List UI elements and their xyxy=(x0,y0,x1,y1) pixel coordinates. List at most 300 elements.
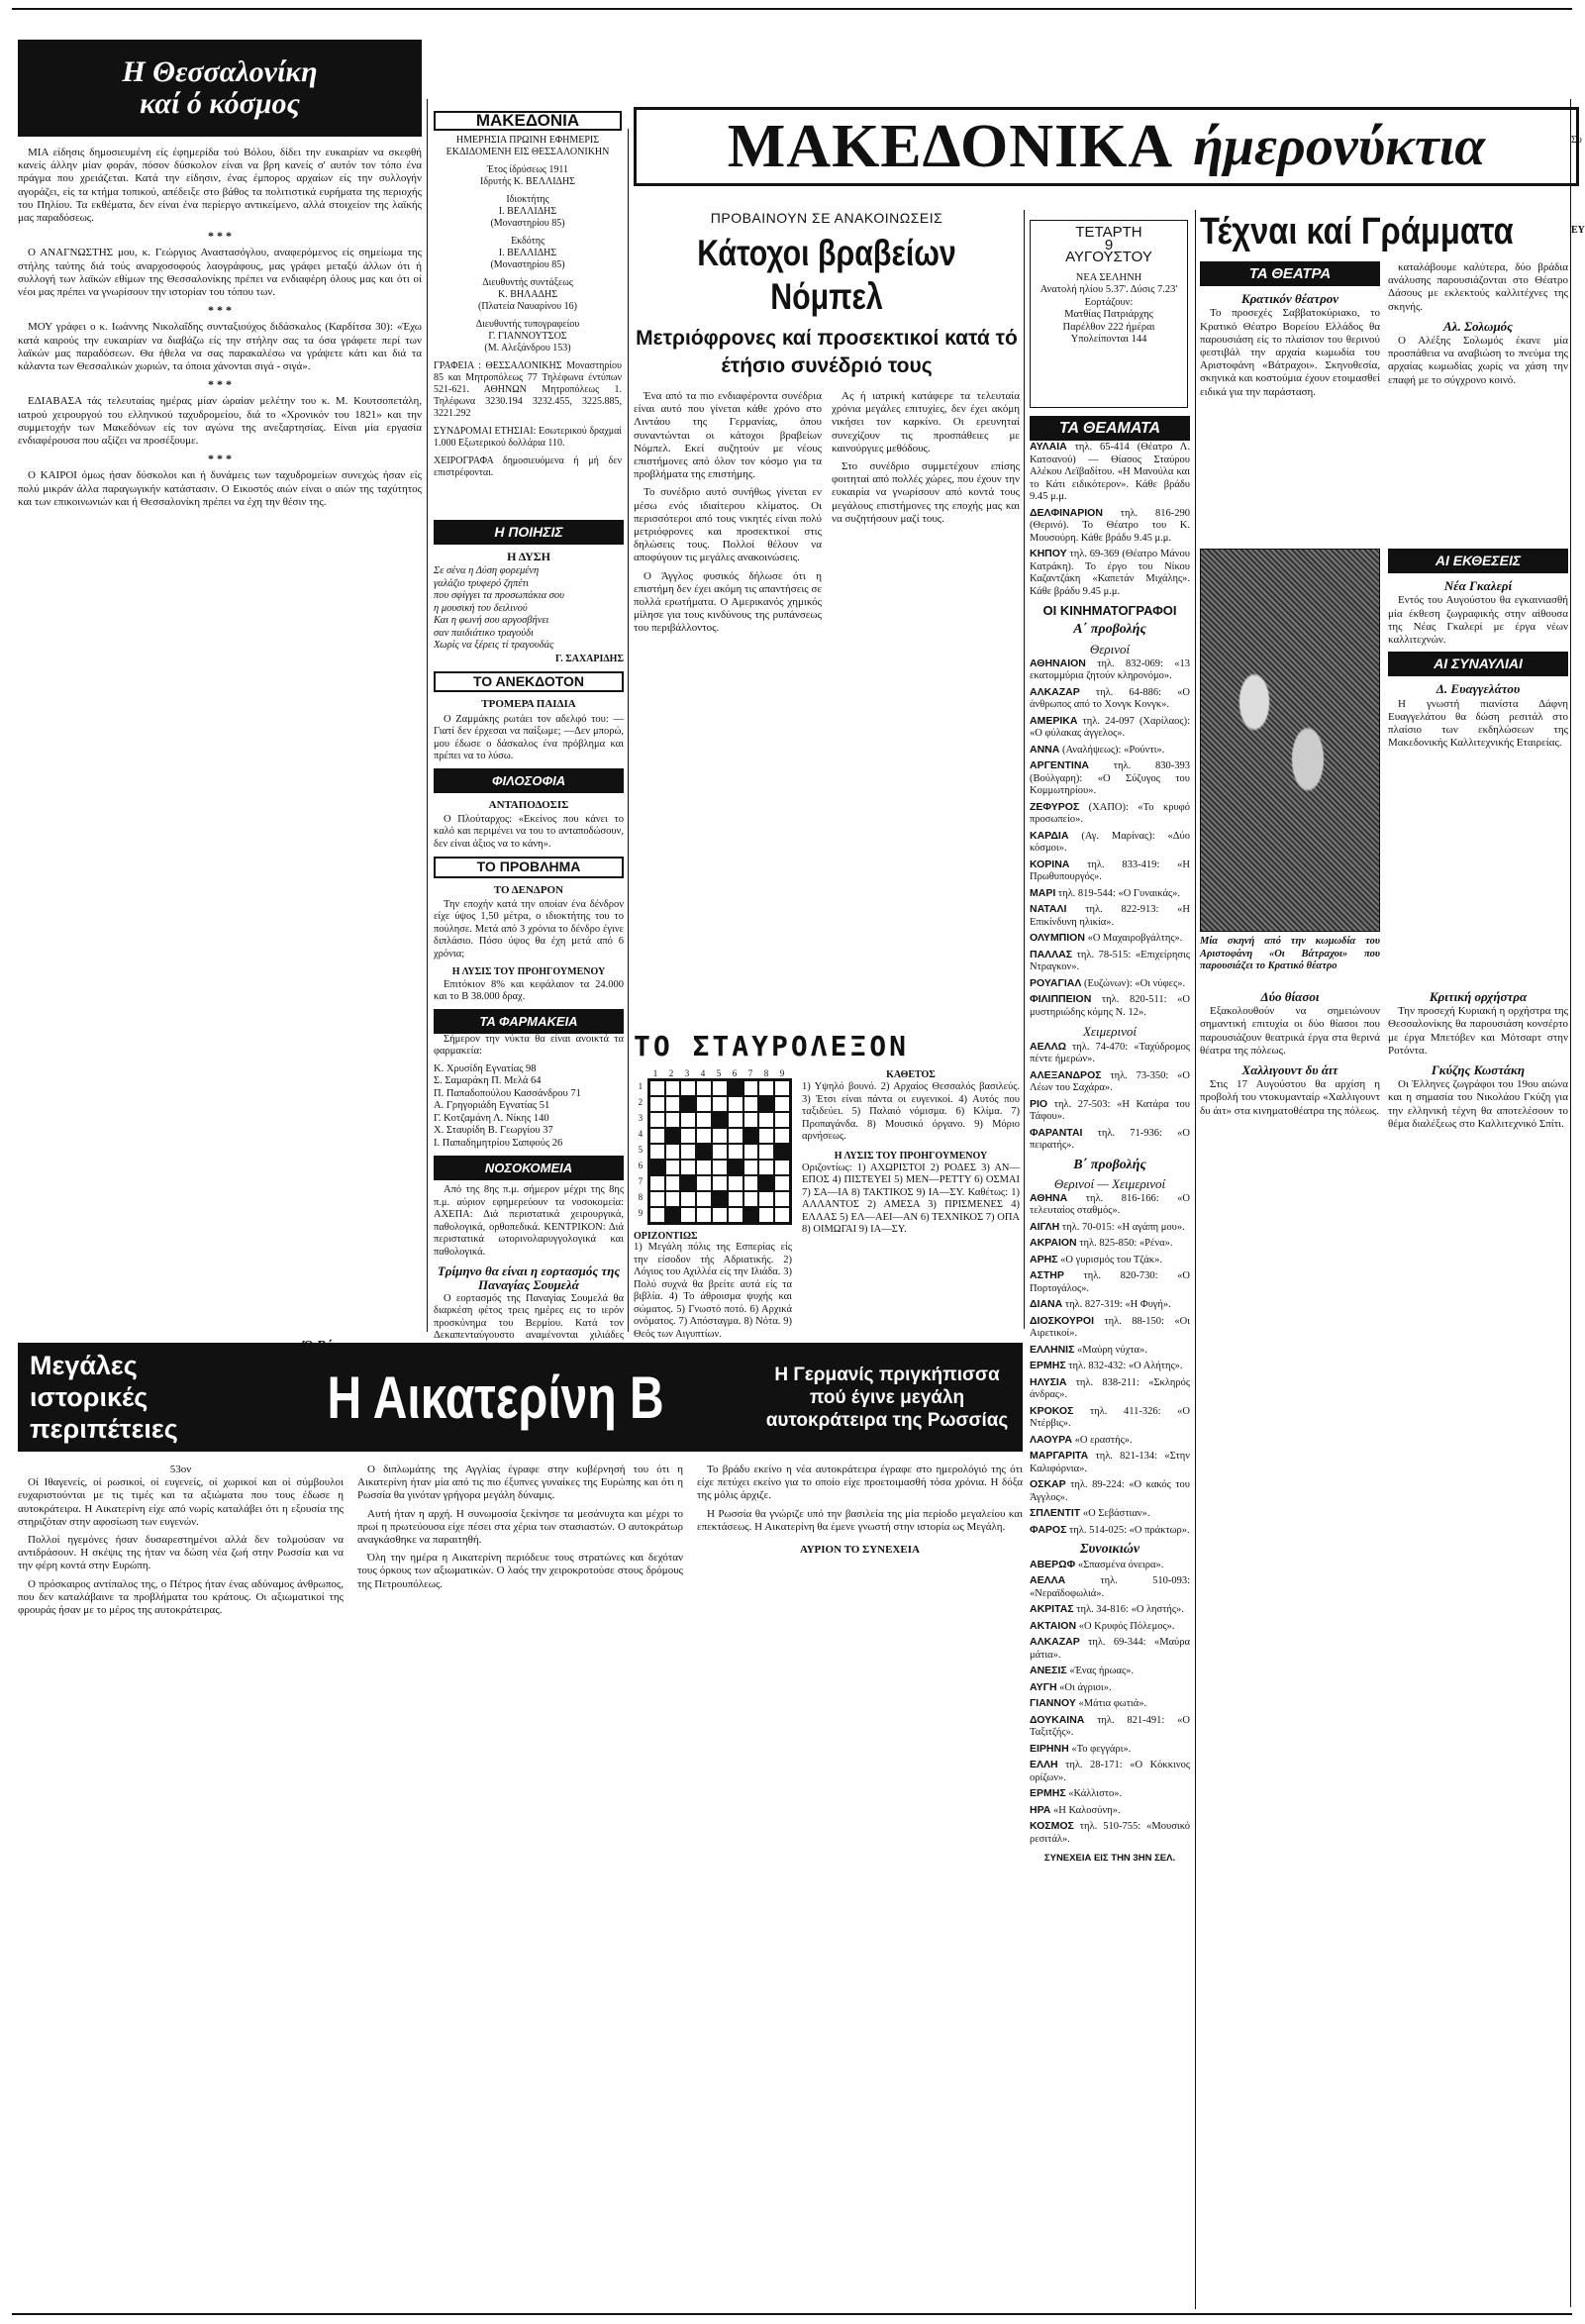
crossword-col-number: 3 xyxy=(684,1068,690,1078)
crossword-cell[interactable] xyxy=(665,1175,681,1191)
column-title-line2: καί ό κόσμος xyxy=(140,87,300,120)
crossword-cell[interactable] xyxy=(696,1080,712,1096)
listing-name: ΛΑΟΥΡΑ xyxy=(1030,1433,1072,1446)
listing-item xyxy=(1030,1237,1190,1251)
listing-text: «Ο Σεβάστιαν». xyxy=(1080,1508,1150,1520)
cinema-a-list xyxy=(1030,657,1190,1020)
listing-name: ΑΙΓΛΗ xyxy=(1030,1220,1060,1233)
crossword-cell[interactable] xyxy=(774,1128,790,1144)
masthead-line: Ι. ΒΕΛΛΙΔΗΣ xyxy=(498,248,557,258)
crossword-cell[interactable] xyxy=(649,1191,665,1207)
masthead-logo: ΜΑΚΕΔΟΝΙΑ xyxy=(434,111,622,131)
crossword-cell[interactable] xyxy=(665,1112,681,1128)
listing-name: ΑΘΗΝΑ xyxy=(1030,1191,1068,1204)
crossword-cell[interactable] xyxy=(712,1144,728,1160)
serial-banner-right: Η Γερμανίς πριγκήπισσα πού έγινε μεγάλη αυτοκράτειρα της Ρωσσίας xyxy=(765,1364,1009,1431)
listing-text: τηλ. 65-414 (Θέατρο Λ. Κατσανού) — Θίασος Σταύρου Αλέκου Λεϊβαδίτου. «Η Μανούλα και το Κάτι ειδικότερον». Κάθε βράδυ 9.45 μ.μ. xyxy=(1030,442,1190,503)
masthead-line: ΕΚΔΙΔΟΜΕΝΗ ΕΙΣ ΘΕΣΣΑΛΟΝΙΚΗΝ xyxy=(446,147,610,157)
listing-name: ΑΝΕΣΙΣ xyxy=(1030,1665,1067,1677)
crossword-cell[interactable] xyxy=(712,1207,728,1223)
concerts-header: ΑΙ ΣΥΝΑΥΛΙΑΙ xyxy=(1388,652,1568,676)
listing-item xyxy=(1030,1298,1190,1312)
crossword-cell[interactable] xyxy=(774,1191,790,1207)
column-body xyxy=(18,147,422,1335)
pharmacies-intro: Σήμερον την νύκτα θα είναι ανοικτά τα φαρμακεία: xyxy=(434,1033,624,1058)
crossword-cell[interactable] xyxy=(728,1175,743,1191)
crossword-cell[interactable] xyxy=(728,1207,743,1223)
crossword-cell[interactable] xyxy=(758,1128,774,1144)
crossword-black-cell xyxy=(712,1191,728,1207)
critic-text: Την προσεχή Κυριακή η ορχήστρα της Θεσσαλονίκης θα παρουσιάση κονσέρτο με έργα Μπετόβεν και Μότσαρτ στην Ροτόντα. xyxy=(1388,1005,1568,1057)
masthead-line: Έτος ίδρύσεως 1911 xyxy=(486,164,569,175)
gyzes-text: Οι Έλληνες ζωγράφοι του 19ου αιώνα και η σημασία του Νικολάου Γκύζη για την ελληνική τέχνη θα αποτελέσουν το θέμα διαλέξεως στο Καλλιτεχνικό Σπίτι. xyxy=(1388,1078,1568,1130)
crossword-cell[interactable] xyxy=(680,1128,696,1144)
crossword-cell[interactable] xyxy=(743,1144,759,1160)
listing-text: τηλ. 510-755: «Μουσικό ρεσιτάλ». xyxy=(1030,1821,1190,1845)
crossword-cell[interactable] xyxy=(696,1160,712,1175)
crossword-cell[interactable] xyxy=(758,1080,774,1096)
crossword-cell[interactable] xyxy=(696,1191,712,1207)
listing-text: «Ο γυρισμός του Τζάκ». xyxy=(1057,1254,1162,1265)
listing-item xyxy=(1030,993,1190,1019)
listing-text: τηλ. 514-025: «Ο πράκτωρ». xyxy=(1066,1524,1190,1536)
crossword-row-numbers xyxy=(634,1078,647,1225)
banner-title: ΜΑΚΕΔΟΝΙΚΑ xyxy=(727,112,1174,180)
listing-item xyxy=(1030,507,1190,546)
crossword-black-cell xyxy=(665,1207,681,1223)
crossword-cell[interactable] xyxy=(649,1128,665,1144)
pharmacy-item: Χ. Σταυρίδη Β. Γεωργίου 37 xyxy=(434,1125,553,1137)
crossword-cell[interactable] xyxy=(758,1191,774,1207)
winter-label: Χειμερινοί xyxy=(1082,1024,1138,1040)
crossword-solution: Οριζοντίως: 1) ΑΧΩΡΙΣΤΟΙ 2) ΡΟΔΕΣ 3) ΑΝ—ΕΠΟΣ 4) ΠΙΣΤΕΥΕΙ 5) ΜΕΝ—ΡΕΤΤΥ 6) ΟΣΜΑΙ 7) ΣΑ—ΙΑ 8) ΤΑΚΤΙΚΟΣ 9) ΙΑ—ΣΥ. Καθέτως: 1) ΑΛΛΑΝΤΟΣ 2) ΑΜΕΣΑ 3) ΠΡΙΣΜΕΝΕΣ 4) ΕΛΛΑΣ 5) ΕΛ—ΑΕΙ—ΑΝ 6) ΤΕΧΝΙΚΟΣ 7) ΟΠΑ 8) ΟΙΜΩΓΑΙ 9) ΙΑ—ΣΥ. xyxy=(802,1162,1020,1236)
listing-item xyxy=(1030,1269,1190,1295)
crossword-cell[interactable] xyxy=(665,1080,681,1096)
listing-item xyxy=(1030,903,1190,929)
exhibitions-header: ΑΙ ΕΚΘΕΣΕΙΣ xyxy=(1388,549,1568,573)
listing-text: τηλ. 34-816: «Ο ληστής». xyxy=(1073,1604,1184,1616)
crossword-cell[interactable] xyxy=(696,1112,712,1128)
masthead-line: Διευθυντής συντάξεως xyxy=(482,277,573,288)
gyzes-subtitle: Γκύζης Κωστάκη xyxy=(1431,1062,1526,1078)
crossword-col-number: 5 xyxy=(716,1068,722,1078)
listing-name: ΠΑΛΛΑΣ xyxy=(1030,948,1073,960)
listing-item xyxy=(1030,1344,1190,1358)
poem-line: γαλάζιο τρυφερό ζηπέτι xyxy=(434,577,530,589)
pharmacy-item: Γ. Κοτζαμάνη Λ. Νίκης 140 xyxy=(434,1112,549,1124)
cinemas-header: ΟΙ ΚΙΝΗΜΑΤΟΓΡΑΦΟΙ xyxy=(1042,603,1177,619)
crossword-cell[interactable] xyxy=(712,1080,728,1096)
problem-title: ΤΟ ΔΕΝΔΡΟΝ xyxy=(493,883,564,896)
listing-item xyxy=(1030,1804,1190,1818)
listings-continuation: ΣΥΝΕΧΕΙΑ ΕΙΣ ΤΗΝ 3ΗΝ ΣΕΛ. xyxy=(1043,1853,1176,1865)
listing-text: τηλ. 89-224: «Ο κακός του Άγγλος». xyxy=(1030,1479,1190,1503)
crossword-cell[interactable] xyxy=(680,1080,696,1096)
crossword-cell[interactable] xyxy=(758,1207,774,1223)
listing-text: τηλ. 822-913: «Η Επικίνδυνη ηλικία». xyxy=(1030,904,1190,928)
crossword-cell[interactable] xyxy=(774,1112,790,1128)
masthead-line: (Μ. Αλεξάνδρου 153) xyxy=(484,343,571,354)
listing-item xyxy=(1030,1665,1190,1678)
crossword-cell[interactable] xyxy=(680,1144,696,1160)
listing-name: ΗΡΑ xyxy=(1030,1803,1051,1816)
crossword-black-cell xyxy=(649,1160,665,1175)
listing-item xyxy=(1030,1360,1190,1373)
serial-paragraph: Όλη την ημέρα η Αικατερίνη περιόδευε τους στρατώνες και δεχόταν τους όρκους των αξιωματικών. Ο λαός την χειροκροτούσε στους δρόμους της Πετρουπόλεως. xyxy=(357,1552,683,1590)
crossword-col-number: 2 xyxy=(668,1068,674,1078)
cinema-a-winter-list xyxy=(1030,1041,1190,1153)
listing-text: τηλ. 69-344: «Μαύρα μάτια». xyxy=(1030,1637,1190,1661)
crossword-cell[interactable] xyxy=(649,1112,665,1128)
hospitals-text: Από της 8ης π.μ. σήμερον μέχρι της 8ης π.μ. αύριον εφημερεύουν τα νοσοκομεία: ΑΧΕΠΑ: Διά περιστατικά χειρουργικά, παθολογικά, ορθοπεδικά. ΚΕΝΤΡΙΚΟΝ: Διά περιστατικά ωτορινολαρυγγολογικά και παθολογικά. xyxy=(434,1184,624,1258)
listing-item xyxy=(1030,1559,1190,1572)
listing-name: ΑΜΕΡΙΚΑ xyxy=(1030,714,1078,727)
crossword-cell[interactable] xyxy=(743,1096,759,1112)
listing-name: ΜΑΡΙ xyxy=(1030,886,1056,899)
anecdote-title: ΤΡΟΜΕΡΑ ΠΑΙΔΙΑ xyxy=(481,698,576,711)
date-line: Υπολείπονται 144 xyxy=(1070,334,1147,345)
listing-name: ΚΗΠΟΥ xyxy=(1030,548,1067,560)
main-banner xyxy=(634,107,1579,186)
crossword-col-number: 9 xyxy=(779,1068,785,1078)
listing-item xyxy=(1030,1098,1190,1124)
serial-text xyxy=(18,1464,1023,2305)
crossword-cell[interactable] xyxy=(758,1160,774,1175)
listing-text: τηλ. 88-150: «Οι Αιρετικοί». xyxy=(1030,1315,1190,1340)
crossword-cell[interactable] xyxy=(649,1096,665,1112)
theater-subtitle: Κρατικόν θέατρον xyxy=(1240,291,1339,307)
crossword-cell[interactable] xyxy=(680,1112,696,1128)
listing-text: τηλ. 411-326: «Ο Ντέρβις». xyxy=(1030,1405,1190,1430)
listing-text: τηλ. 820-730: «Ο Πορτογάλος». xyxy=(1030,1270,1190,1294)
listing-item xyxy=(1030,1221,1190,1235)
crossword-cell[interactable] xyxy=(743,1160,759,1175)
listing-item xyxy=(1030,759,1190,798)
separator: * * * xyxy=(208,229,232,244)
crossword-vertical-title: ΚΑΘΕΤΟΣ xyxy=(886,1069,936,1080)
crossword-cell[interactable] xyxy=(774,1080,790,1096)
listing-name: ΑΡΓΕΝΤΙΝΑ xyxy=(1030,759,1089,772)
problem-text: Την εποχήν κατά την οποίαν ένα δένδρον είχε ύψος 1,50 μέτρα, ο ιδιοκτήτης του το πούλησε. Μετά από 3 χρόνια το δένδρο έγινε διπλάσιο. Πόσο ύψος θα έχη μετά από 6 χρόνια; xyxy=(434,898,624,960)
gallery-text: Εντός του Αυγούστου θα εγκαινιασθή μία έκθεση ζωγραφικής στην αίθουσα της Νέας Γκαλερί με έργα νέων καλλιτεχνών. xyxy=(1388,594,1568,647)
nobel-subhead: Μετριόφρονες καί προσεκτικοί κατά τό έτήσιο συνέδριό τους xyxy=(636,327,1018,377)
church-text: Ο εορτασμός της Παναγίας Σουμελά θα διαρκέση φέτος τρεις ημέρες εις το ιερόν προσκύνημα του Βερμίου. Κατά τον Δεκαπενταύγουστο αναμένονται χιλιάδες xyxy=(434,1292,624,1342)
crossword-horizontal-title: ΟΡΙΖΟΝΤΙΩΣ xyxy=(634,1231,698,1242)
listing-name: ΕΛΛΗΝΙΣ xyxy=(1030,1343,1075,1356)
thermal-winter-label: Θερινοί — Χειμερινοί xyxy=(1053,1175,1166,1191)
listing-item xyxy=(1030,1524,1190,1538)
concert-text: Η γνωστή πιανίστα Δάφνη Ευαγγελάτου θα δώση ρεσιτάλ στο πλαίσιο των εκδηλώσεων της Μακεδονικής Καλλιτεχνικής Εταιρείας. xyxy=(1388,697,1568,750)
crossword-cell[interactable] xyxy=(665,1191,681,1207)
listing-text: «Το φεγγάρι». xyxy=(1068,1743,1132,1755)
philosophy-text: Ο Πλούταρχος: «Εκείνος που κάνει το καλό και περιμένει να του το ανταποδώσουν, δεν είναι άξιος να το κάνη». xyxy=(434,813,624,850)
theater-header: ΤΑ ΘΕΑΤΡΑ xyxy=(1200,261,1380,286)
anecdote-header: ΤΟ ΑΝΕΚΔΟΤΟΝ xyxy=(434,671,624,692)
column-title xyxy=(18,40,422,137)
right-strip xyxy=(1570,99,1584,2307)
crossword-row-number: 8 xyxy=(638,1192,644,1202)
anecdote-text: Ο Ζαμμάκης ρωτάει τον αδελφό του: —Γιατί δεν έρχεσαι να παίξωμε; —Δεν μπορώ, μου έδωσε ο δάσκαλος ένα πρόβλημα και πρέπει να το λύσω. xyxy=(434,713,624,762)
hospitals-header: ΝΟΣΟΚΟΜΕΙΑ xyxy=(434,1156,624,1180)
crossword-cell[interactable] xyxy=(665,1096,681,1112)
crossword-cell[interactable] xyxy=(712,1096,728,1112)
listing-text: «Μαύρη νύχτα». xyxy=(1074,1344,1147,1356)
crossword-cell[interactable] xyxy=(712,1175,728,1191)
listing-item xyxy=(1030,932,1190,946)
crossword-cell[interactable] xyxy=(728,1191,743,1207)
listing-item xyxy=(1030,744,1190,758)
masthead-line: Γ. ΓΙΑΝΝΟΥΤΣΟΣ xyxy=(488,331,567,342)
crossword-cell[interactable] xyxy=(696,1096,712,1112)
serial-banner-left: Μεγάλες ιστορικές περιπέτειες xyxy=(30,1351,178,1444)
photo-caption: Μία σκηνή από την κωμωδία του Αριστοφάνη «Οι Βάτραχοι» που παρουσιάζει το Κρατικό θέατρο xyxy=(1200,936,1380,971)
date-line: Ματθίας Πατριάρχης xyxy=(1064,309,1153,320)
listing-item xyxy=(1030,1636,1190,1662)
listing-item xyxy=(1030,1069,1190,1095)
crossword-grid[interactable] xyxy=(647,1078,792,1225)
date-line: Εορτάζουν: xyxy=(1084,296,1134,308)
poem-line: σαν παιδιάτικο τραγούδι xyxy=(434,627,534,639)
gallery-subtitle: Νέα Γκαλερί xyxy=(1443,578,1513,594)
nobel-paragraph: Ας ή ιατρική κατάφερε τα τελευταία χρόνια μεγάλες επιτυχίες, δεν έχει ακόμη νικήσει τον καρκίνο. Οι ερευνηταί συνεχίζουν τις προσπάθειες με καινούργιες μεθόδους. xyxy=(832,390,1020,455)
listing-item xyxy=(1030,686,1190,712)
listing-name: ΔΕΛΦΙΝΑΡΙΟΝ xyxy=(1030,506,1103,519)
crossword-col-number: 4 xyxy=(700,1068,706,1078)
arts-section xyxy=(1200,210,1568,2309)
date-line: Ανατολή ηλίου 5.37'. Δύσις 7.23' xyxy=(1040,284,1178,295)
listing-item xyxy=(1030,887,1190,901)
crossword-cell[interactable] xyxy=(774,1175,790,1191)
listing-name: ΕΡΜΗΣ xyxy=(1030,1787,1066,1800)
listings-column xyxy=(1030,416,1190,2307)
listing-text: τηλ. 71-936: «Ο πειρατής». xyxy=(1030,1127,1190,1152)
serial-continuation: ΑΥΡΙΟΝ ΤΟ ΣΥΝΕΧΕΙΑ xyxy=(800,1544,920,1557)
serial-col-3 xyxy=(697,1464,1023,2305)
listing-name: ΕΛΛΗ xyxy=(1030,1759,1058,1771)
listing-name: ΑΕΛΛΩ xyxy=(1030,1040,1067,1053)
masthead-line: ΗΜΕΡΗΣΙΑ ΠΡΩΙΝΗ ΕΦΗΜΕΡΙΣ xyxy=(455,135,600,146)
column-paragraph: Ο ΑΝΑΓΝΩΣΤΗΣ μου, κ. Γεώργιος Αναστασόγλου, αναφερόμενος είς σημείωμα της στήλης ταύτης διά τούς αναρχοσοφούς λαογράφους, μας γράφει μεταξύ άλλων ότι ή συλλογή των λαϊκών εθίμων της Θεσσαλονίκης πρέπει να ενδιαφέρη όλους μας και ότι οί νέοι μας πρέπει να γνωρίσουν την ιστορίαν του τόπου των. xyxy=(18,247,422,299)
listing-name: ΟΣΚΑΡ xyxy=(1030,1478,1066,1491)
crossword-black-cell xyxy=(680,1175,696,1191)
masthead-line: ΓΡΑΦΕΙΑ : ΘΕΣΣΑΛΟΝΙΚΗΣ Μοναστηρίου 85 και Μητροπόλεως 77 Τηλέφωνα έντύπων 521-621. ΑΘΗΝΩΝ Μητροπόλεως 1. Τηλέφωνα 3230.194 3232.455, 3225.885, 3221.292 xyxy=(434,360,622,419)
masthead-line: Διευθυντής τυπογραφείου xyxy=(475,319,580,330)
listing-name: ΔΟΥΚΑΙΝΑ xyxy=(1030,1713,1085,1726)
crossword-cell[interactable] xyxy=(696,1175,712,1191)
hamlet-text: Στις 17 Αυγούστου θα αρχίση η προβολή του ντοκυμανταίρ «Χαλλιγουντ δυ άιτ» στα κινηματοθέατρα της πόλεως. xyxy=(1200,1078,1380,1117)
listing-item xyxy=(1030,1787,1190,1801)
crossword-cell[interactable] xyxy=(712,1160,728,1175)
crossword-cell[interactable] xyxy=(743,1175,759,1191)
date-number: 9 xyxy=(1104,236,1114,253)
crossword-cell[interactable] xyxy=(743,1080,759,1096)
crossword-cell[interactable] xyxy=(728,1096,743,1112)
listing-text: (ΧΑΠΟ): «Το κρυφό προσωπείο». xyxy=(1030,801,1190,826)
listing-name: ΑΚΡΑΙΟΝ xyxy=(1030,1237,1077,1250)
theater-photo xyxy=(1200,549,1380,932)
arts-col-3 xyxy=(1388,549,1568,974)
two-text: Εξακολουθούν να σημειώνουν σημαντική επιτυχία οι δύο θίασοι που παρουσιάζουν θεατρικά έργα στα θερινά θέατρα της πόλεως. xyxy=(1200,1005,1380,1057)
listing-text: «Σπασμένα όνειρα». xyxy=(1075,1559,1164,1570)
crossword-cell[interactable] xyxy=(758,1112,774,1128)
listing-name: ΚΑΡΔΙΑ xyxy=(1030,829,1069,842)
listing-text: «Η Καλοσύνη». xyxy=(1050,1804,1121,1816)
crossword-col-number: 8 xyxy=(763,1068,769,1078)
crossword xyxy=(634,1030,1020,1340)
crossword-row-number: 3 xyxy=(638,1113,644,1123)
masthead-line: (Πλατεία Ναυαρίνου 16) xyxy=(478,301,577,312)
listing-item xyxy=(1030,801,1190,827)
listing-item xyxy=(1030,1405,1190,1431)
masthead-line: Κ. ΒΗΛΑΔΗΣ xyxy=(497,289,558,300)
listing-name: ΜΑΡΓΑΡΙΤΑ xyxy=(1030,1450,1089,1463)
crossword-cell[interactable] xyxy=(712,1128,728,1144)
listing-item xyxy=(1030,949,1190,974)
listing-name: ΖΕΦΥΡΟΣ xyxy=(1030,800,1080,813)
crossword-cell[interactable] xyxy=(743,1191,759,1207)
crossword-black-cell xyxy=(728,1160,743,1175)
crossword-cell[interactable] xyxy=(649,1144,665,1160)
philosophy-title: ΑΝΤΑΠΟΔΟΣΙΣ xyxy=(488,798,569,811)
listing-text: τηλ. 74-470: «Ταχύδρομος πέντε ήμερών». xyxy=(1030,1041,1190,1065)
listing-text: τηλ. 73-350: «Ο Λέων του Σαχάρα». xyxy=(1030,1069,1190,1094)
serial-paragraph: Οί Ιθαγενείς, οί ρωσικοί, οί ευγενείς, οί χωρικοί και οί σύμβουλοι ευχαριστούνται με τις τιμές και τα αξιώματα που τους έδωσε η αυτοκράτειρα. Η Αικατερίνη είχε από νωρίς καταλάβει ότι η εξουσία της στηριζόταν στην αφοσίωση των ευγενών. xyxy=(18,1476,344,1528)
listing-item xyxy=(1030,1714,1190,1740)
left-column xyxy=(18,40,422,1337)
serial-paragraph: Πολλοί ηγεμόνες ήσαν δυσαρεστημένοι αλλά δεν τολμούσαν να αντιδράσουν. Η σκέψις της ήταν να δώση νέα ζωή στην Ρωσσία και να την φέρη κοντά στην Ευρώπη. xyxy=(18,1534,344,1572)
listing-item xyxy=(1030,715,1190,741)
poem-line: Χωρίς να ξέρεις τί τραγουδάς xyxy=(434,640,554,652)
arts-cont-text: καταλάβουμε καλύτερα, δύο βράδια ανάλυσης παρουσιάζονται στο Θέατρο Δάσους με εκλεκτούς καλλιτέχνες της σκηνής. xyxy=(1388,261,1568,313)
listing-item xyxy=(1030,1697,1190,1711)
nobel-paragraph: Στο συνέδριο συμμετέχουν επίσης φοιτηταί από πολλές χώρες, που έχουν την ευκαιρία να γνωρίσουν από κοντά τους μεγάλους επιστήμονες της εποχής μας και να συζητήσουν μαζί τους. xyxy=(832,460,1020,525)
crossword-cell[interactable] xyxy=(774,1207,790,1223)
hamlet-subtitle: Χαλλιγουντ δυ άιτ xyxy=(1241,1062,1338,1078)
listing-item xyxy=(1030,1434,1190,1448)
column-paragraph: ΜΟΥ γράφει ο κ. Ιωάννης Νικολαΐδης συνταξιούχος διδάσκαλος (Καρδίτσα 30): «Έχω κατά καιρούς την ευκαιρίαν να διαβάζω είς την στήλην σας τα όσα γράφετε περί των λαϊκών μας παραδόσεων. Θα ήθελα να σας παρακαλέσω να γράψετε κάτι και διά τα κάλαντα των Θεσσαλικών χωριών, τα όποια χάνονται σιγά - σιγά». xyxy=(18,321,422,373)
crossword-cell[interactable] xyxy=(758,1144,774,1160)
listing-item xyxy=(1030,1192,1190,1218)
nobel-paragraph: Ο Άγγλος φυσικός δήλωσε ότι η επιστήμη δεν έχει ακόμη τις απαντήσεις σε πολλά ερωτήματα. Ο Αμερικανός χημικός μίλησε για τους κινδύνους της ρυπάνσεως του περιβάλλοντος. xyxy=(634,569,822,635)
crossword-cell[interactable] xyxy=(649,1080,665,1096)
nobel-paragraph: Το συνέδριο αυτό συνήθως γίνεται εν μέσω ενός ιδιαίτερου κλίματος. Οι περισσότεροι από τους νικητές είναι πολύ μετριόφρονες και προσεκτικοί στις δηλώσεις τους. Πολλοί θέλουν να αποφύγουν τις μεγάλες ανακοινώσεις. xyxy=(634,486,822,564)
pharmacy-item: Α. Γρηγοριάδη Εγνατίας 51 xyxy=(434,1100,550,1112)
crossword-cell[interactable] xyxy=(774,1096,790,1112)
listing-name: ΚΟΣΜΟΣ xyxy=(1030,1820,1074,1833)
date-day: ΤΕΤΑΡΤΗ xyxy=(1075,224,1142,241)
crossword-cell[interactable] xyxy=(696,1207,712,1223)
listing-text: (Αναλήψεως): «Ρούντι». xyxy=(1059,744,1165,756)
listing-name: ΔΙΟΣΚΟΥΡΟΙ xyxy=(1030,1314,1094,1327)
listing-text: τηλ. 832-069: «13 εκατομμύρια ζητούν κληρονόμο». xyxy=(1030,657,1190,682)
crossword-cell[interactable] xyxy=(680,1191,696,1207)
listing-name: ΚΡΟΚΟΣ xyxy=(1030,1404,1074,1417)
crossword-col-number: 1 xyxy=(652,1068,658,1078)
listing-name: ΦΑΡΑΝΤΑΙ xyxy=(1030,1126,1083,1139)
crossword-col-number: 6 xyxy=(732,1068,738,1078)
column-paragraph: ΕΔΙΑΒΑΣΑ τάς τελευταίας ημέρας μίαν ώραίαν μελέτην του κ. Μ. Κουτσοπετάλη, ιατρού χειρουργού του ελληνικού ταχυδρομείου, διά το «Χρονικόν του 1821» και την συμμετοχήν των Μακεδόνων είς τον αγώνα της ανεξαρτησίας. Είναι μία εργασία ενδιαφέρουσα που αξίζει να προσέξουμε. xyxy=(18,395,422,448)
separator: * * * xyxy=(208,303,232,318)
cinema-b-list xyxy=(1030,1192,1190,1538)
concert-subtitle: Δ. Ευαγγελάτου xyxy=(1436,681,1521,697)
listing-text: τηλ. 27-503: «Η Κατάρα του Τάφου». xyxy=(1030,1098,1190,1123)
crossword-black-cell xyxy=(680,1096,696,1112)
listing-name: ΑΕΛΛΑ xyxy=(1030,1574,1066,1587)
crossword-cell[interactable] xyxy=(743,1112,759,1128)
nobel-paragraph: Ένα από τα πιο ενδιαφέροντα συνέδρια είναι αυτό που γίνεται κάθε χρόνο στο Λιντάου της Γερμανίας, όπου συναντώνται οι κάτοχοι βραβείων Νόμπελ. Εκεί συζητούν με νέους επιστήμονες από όλον τον κόσμο για τα προβλήματα της επιστήμης. xyxy=(634,390,822,481)
crossword-col-numbers xyxy=(634,1068,792,1078)
serial-paragraph: Η Ρωσσία θα γνώριζε υπό την βασιλεία της μία περίοδο μεγαλείου και επεκτάσεως. Η Αικατερίνη θα έμενε γνωστή στην ιστορία ως Μεγάλη. xyxy=(697,1507,1023,1533)
pharmacies-header: ΤΑ ΦΑΡΜΑΚΕΙΑ xyxy=(434,1009,624,1034)
listing-item xyxy=(1030,1681,1190,1695)
date-box xyxy=(1030,220,1188,408)
serial-banner-title: Η Αικατερίνη Β xyxy=(327,1364,664,1431)
crossword-cell[interactable] xyxy=(696,1128,712,1144)
listing-text: τηλ. 830-393 (Βούλγαρη): «Ο Σύζυγος του Κομμωτηρίου». xyxy=(1030,760,1190,797)
crossword-cell[interactable] xyxy=(665,1144,681,1160)
listing-text: τηλ. 70-015: «Η αγάπη μου». xyxy=(1059,1221,1185,1233)
pharmacy-item: Ι. Παπαδημητρίου Σαπφούς 26 xyxy=(434,1137,563,1149)
crossword-title: ΤΟ ΣΤΑΥΡΟΛΕΞΟΝ xyxy=(634,1030,910,1062)
crossword-cell[interactable] xyxy=(649,1175,665,1191)
listing-item xyxy=(1030,1620,1190,1634)
listing-item xyxy=(1030,1254,1190,1267)
listing-item xyxy=(1030,830,1190,856)
masthead-line: Ιδρυτής Κ. ΒΕΛΛΙΔΗΣ xyxy=(480,176,575,187)
masthead-line: (Μοναστηρίου 85) xyxy=(490,218,565,229)
masthead-line: Εκδότης xyxy=(511,236,545,247)
serial-col-1 xyxy=(18,1464,344,2305)
listing-name: ΦΙΛΙΠΠΕΙΟΝ xyxy=(1030,993,1092,1006)
listing-text: «Ένας ήρωας». xyxy=(1066,1666,1135,1677)
listing-name: ΟΛΥΜΠΙΟΝ xyxy=(1030,932,1085,945)
nobel-headline: Κάτοχοι βραβείων Νόμπελ xyxy=(697,233,956,317)
pharmacy-item: Κ. Χρυσίδη Εγνατίας 98 xyxy=(434,1062,537,1074)
masthead-line: ΣΥΝΔΡΟΜΑΙ ΕΤΗΣΙΑΙ: Εσωτερικού δραχμαί 1.000 Εξωτερικού δολλάρια 110. xyxy=(434,426,622,449)
listing-name: ΑΒΕΡΩΦ xyxy=(1030,1558,1076,1570)
listing-text: τηλ. 821-491: «Ο Ταξιτζής». xyxy=(1030,1714,1190,1739)
serial-paragraph: Αυτή ήταν η αρχή. Η συνωμοσία ξεκίνησε τα μεσάνυχτα και μέχρι το πρωί η πρωτεύουσα είχε πέσει στα χέρια των στασιαστών. Ο αυτοκράτωρ αναγκάσθηκε να παραιτηθή. xyxy=(357,1507,683,1547)
listing-name: ΕΙΡΗΝΗ xyxy=(1030,1742,1069,1755)
listing-text: τηλ. 827-319: «Η Φυγή». xyxy=(1062,1299,1171,1311)
listing-name: ΦΑΡΟΣ xyxy=(1030,1523,1067,1536)
listing-text: τηλ. 820-511: «Ο μυστηριώδης κόμης Ν. 12». xyxy=(1030,994,1190,1018)
listing-item xyxy=(1030,1603,1190,1617)
church-title: Τρίμηνο θα είναι η εορτασμός της Παναγίας Σουμελά xyxy=(437,1263,621,1292)
crossword-black-cell xyxy=(712,1112,728,1128)
crossword-cell[interactable] xyxy=(728,1112,743,1128)
crossword-black-cell xyxy=(758,1175,774,1191)
crossword-row-number: 6 xyxy=(638,1161,644,1170)
premiere-b: Β΄ προβολής xyxy=(1073,1157,1146,1172)
masthead-line: (Μοναστηρίου 85) xyxy=(490,259,565,270)
listing-item xyxy=(1030,1507,1190,1521)
masthead-box xyxy=(434,111,622,512)
listing-item xyxy=(1030,1574,1190,1600)
crossword-cell[interactable] xyxy=(680,1160,696,1175)
listing-text: τηλ. 833-419: «Η Πρωθυπουργός». xyxy=(1030,859,1190,883)
crossword-cell[interactable] xyxy=(728,1128,743,1144)
arts-col-1 xyxy=(1200,261,1380,549)
crossword-cell[interactable] xyxy=(774,1160,790,1175)
crossword-cell[interactable] xyxy=(665,1160,681,1175)
crossword-row-number: 7 xyxy=(638,1176,644,1186)
listing-name: ΑΛΕΞΑΝΔΡΟΣ xyxy=(1030,1068,1102,1081)
crossword-cell[interactable] xyxy=(680,1207,696,1223)
crossword-cell[interactable] xyxy=(728,1144,743,1160)
crossword-cell[interactable] xyxy=(649,1207,665,1223)
separator: * * * xyxy=(208,452,232,466)
